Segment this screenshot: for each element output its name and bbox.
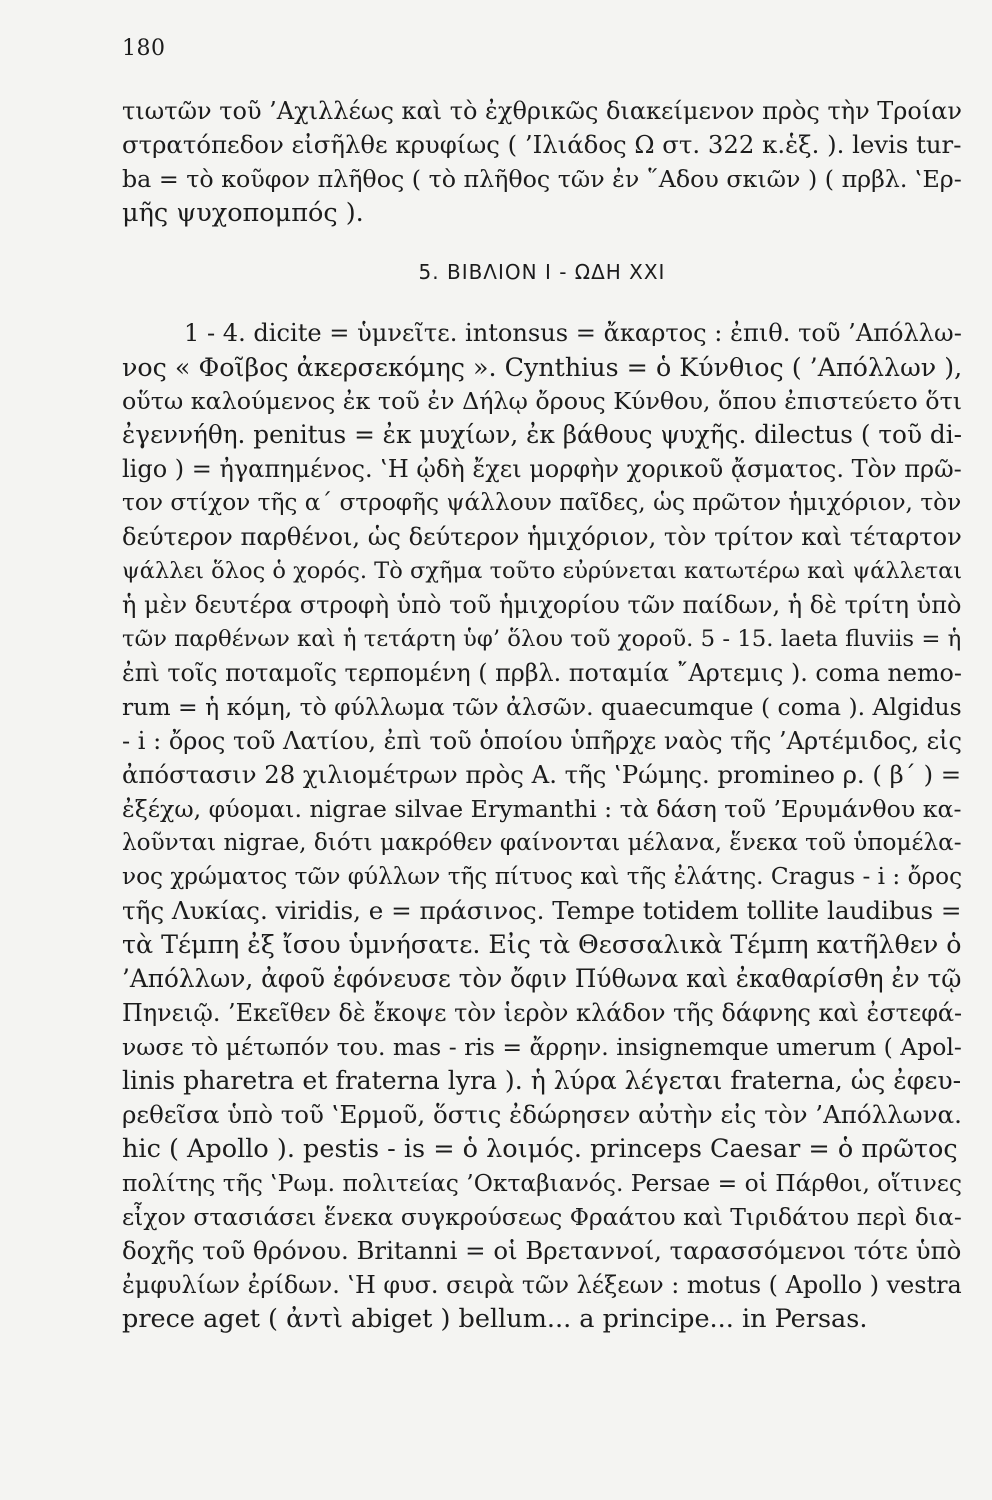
page-number: 180 <box>122 36 166 61</box>
text-line: ἀπόστασιν 28 χιλιομέτρων πρὸς Α. τῆς ‛Ρώμης. promineo ρ. ( β΄ ) = <box>122 760 962 789</box>
text-line: νωσε τὸ μέτωπόν του. mas - ris = ἄρρην. insignemque umerum ( Apol- <box>122 1033 962 1061</box>
text-line: Πηνειῷ. ’Εκεῖθεν δὲ ἔκοψε τὸν ἱερὸν κλάδον τῆς δάφνης καὶ ἐστεφά- <box>122 999 963 1027</box>
text-line: δοχῆς τοῦ θρόνου. Britanni = οἱ Βρεταννοί, ταρασσόμενοι τότε ὑπὸ <box>122 1236 962 1265</box>
text-line: τῶν παρθένων καὶ ἡ τετάρτη ὑφ’ ὅλου τοῦ χοροῦ. 5 - 15. laeta fluviis = ἡ <box>122 626 962 652</box>
text-line: ligo ) = ἠγαπημένος. ‛Η ᾠδὴ ἔχει μορφὴν χορικοῦ ᾄσματος. Τὸν πρῶ- <box>122 455 962 483</box>
text-line: ἐμφυλίων ἐρίδων. ‛Η φυσ. σειρὰ τῶν λέξεων : motus ( Apollo ) vestra <box>122 1271 962 1299</box>
text-line: τὰ Τέμπη ἐξ ἴσου ὑμνήσατε. Εἰς τὰ Θεσσαλικὰ Τέμπη κατῆλθεν ὁ <box>122 930 962 959</box>
text-line: εἶχον στασιάσει ἕνεκα συγκρούσεως Φραάτου καὶ Τιριδάτου περὶ δια- <box>122 1203 962 1231</box>
text-line: linis pharetra et fraterna lyra ). ἡ λύρα λέγεται fraterna, ὡς ἐφευ- <box>122 1066 962 1095</box>
text-line: στρατόπεδον εἰσῆλθε κρυφίως ( ’Ιλιάδος Ω στ. 322 κ.ἑξ. ). levis tur- <box>122 130 962 159</box>
text-line: πολίτης τῆς ‛Ρωμ. πολιτείας ’Οκταβιανός. Persae = οἱ Πάρθοι, οἵτινες <box>122 1169 962 1197</box>
text-line: ἐξέχω, φύομαι. nigrae silvae Erymanthi : τὰ δάση τοῦ ’Ερυμάνθου κα- <box>122 795 962 823</box>
text-line: νος « Φοῖβος ἀκερσεκόμης ». Cynthius = ὁ Κύνθιος ( ’Απόλλων ), <box>122 352 963 382</box>
text-line: τον στίχον τῆς α΄ στροφῆς ψάλλουν παῖδες, ὡς πρῶτον ἡμιχόριον, τὸν <box>122 489 962 516</box>
text-line: τῆς Λυκίας. viridis, e = πράσινος. Tempe totidem tollite laudibus = <box>122 896 962 925</box>
text-line: ’Απόλλων, ἀφοῦ ἐφόνευσε τὸν ὄφιν Πύθωνα καὶ ἐκαθαρίσθη ἐν τῷ <box>122 964 962 993</box>
paragraph-ode-commentary <box>122 316 962 1336</box>
text-line: rum = ἡ κόμη, τὸ φύλλωμα τῶν ἀλσῶν. quaecumque ( coma ). Algidus <box>122 693 962 721</box>
text-line: τιωτῶν τοῦ ’Αχιλλέως καὶ τὸ ἐχθρικῶς διακείμενον πρὸς τὴν Τροίαν <box>122 97 963 125</box>
commentary-text <box>122 94 963 1334</box>
text-line: δεύτερον παρθένοι, ὡς δεύτερον ἡμιχόριον, τὸν τρίτον καὶ τέταρτον <box>122 523 962 551</box>
text-line: hic ( Apollo ). pestis - is = ὁ λοιμός. princeps Caesar = ὁ πρῶτος <box>122 1134 958 1164</box>
text-line: μῆς ψυχοπομπός ). <box>122 198 364 228</box>
text-line: ἐπὶ τοῖς ποταμοῖς τερπομένη ( πρβλ. ποταμία ῎Αρτεμις ). coma nemo- <box>122 659 962 687</box>
text-line: λοῦνται nigrae, διότι μακρόθεν φαίνονται μέλανα, ἕνεκα τοῦ ὑπομέλα- <box>122 830 962 856</box>
paragraph-continuation <box>122 94 962 230</box>
text-line: οὕτω καλούμενος ἐκ τοῦ ἐν Δήλῳ ὄρους Κύνθου, ὅπου ἐπιστεύετο ὅτι <box>122 387 963 415</box>
text-line: ba = τὸ κοῦφον πλῆθος ( τὸ πλῆθος τῶν ἐν ῞Αδου σκιῶν ) ( πρβλ. ‛Ερ- <box>122 165 962 193</box>
text-line: 1 - 4. dicite = ὑμνεῖτε. intonsus = ἄκαρτος : ἐπιθ. τοῦ ’Απόλλω- <box>184 319 962 347</box>
text-line: ψάλλει ὅλος ὁ χορός. Τὸ σχῆμα τοῦτο εὐρύνεται κατωτέρω καὶ ψάλλεται <box>122 558 963 584</box>
text-line: ἐγεννήθη. penitus = ἐκ μυχίων, ἐκ βάθους ψυχῆς. dilectus ( τοῦ di- <box>122 420 962 449</box>
text-line: ρεθεῖσα ὑπὸ τοῦ ‛Ερμοῦ, ὅστις ἐδώρησεν αὐτὴν εἰς τὸν ’Απόλλωνα. <box>122 1100 962 1129</box>
text-line: ἡ μὲν δευτέρα στροφὴ ὑπὸ τοῦ ἡμιχορίου τῶν παίδων, ἡ δὲ τρίτη ὑπὸ <box>122 591 962 619</box>
text-line: prece aget ( ἀντὶ abiget ) bellum... a principe... in Persas. <box>122 1304 868 1334</box>
text-line: νος χρώματος τῶν φύλλων τῆς πίτυος καὶ τῆς ἐλάτης. Cragus - i : ὄρος <box>122 864 963 890</box>
section-heading: 5. ΒΙΒΛΙΟΝ Ι - ΩΔΗ XXI <box>418 260 666 284</box>
text-line: - i : ὄρος τοῦ Λατίου, ἐπὶ τοῦ ὁποίου ὑπῆρχε ναὸς τῆς ’Αρτέμιδος, εἰς <box>122 727 962 755</box>
